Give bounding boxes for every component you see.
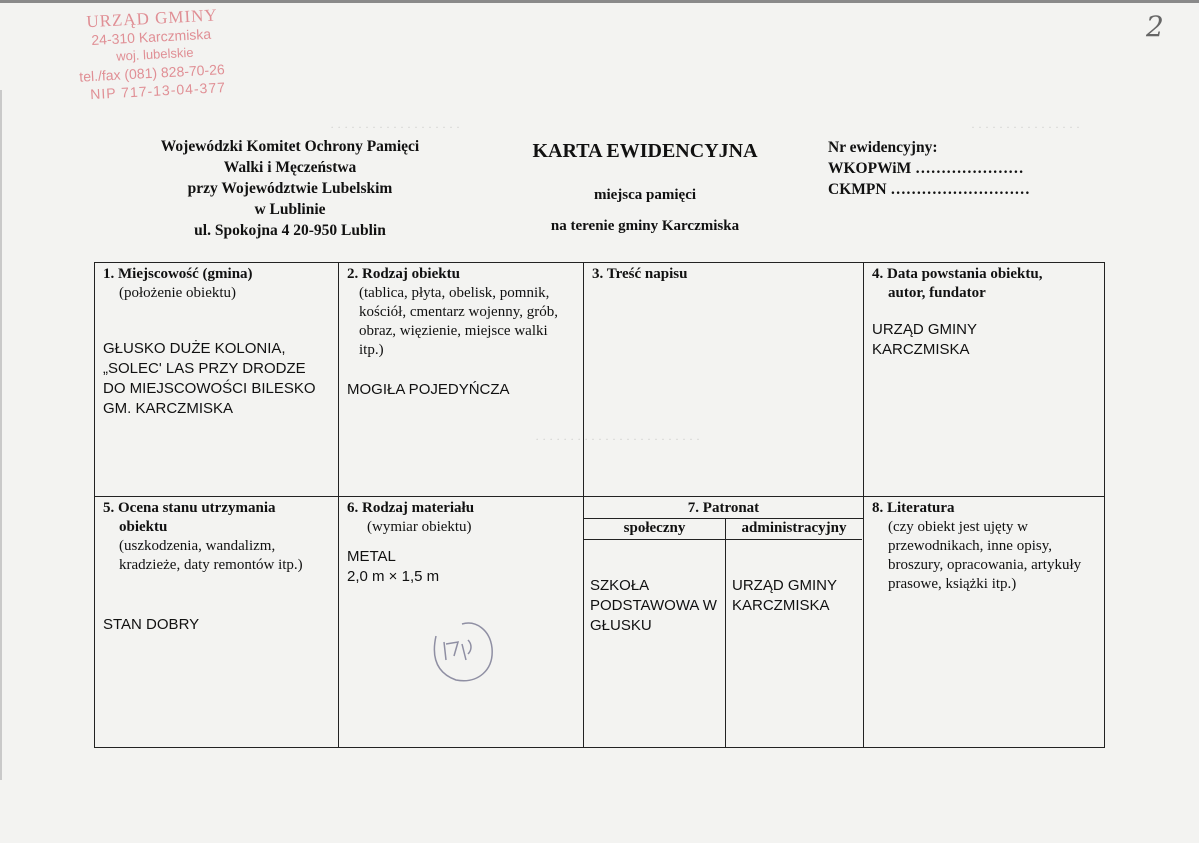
page-number: 2	[1146, 10, 1164, 43]
field-material-heading: 6. Rodzaj materiału	[347, 500, 475, 516]
field-condition	[95, 497, 339, 747]
field-patronage-heading: 7. Patronat	[584, 497, 863, 519]
patronage-admin-value: URZĄD GMINY KARCZMISKA	[732, 577, 837, 614]
field-object-type	[339, 263, 584, 497]
patronage-admin-column	[726, 518, 862, 747]
registry-label: Nr ewidencyjny:	[828, 139, 938, 156]
stamp-nip: NIP 717-13-04-377	[89, 79, 227, 103]
subtitle-line-2: na terenie gminy Karczmiska	[550, 218, 740, 234]
patronage-social-label: społeczny	[584, 518, 725, 540]
field-origin-heading: 4. Data powstania obiektu,	[872, 266, 1043, 282]
org-line-2: Walki i Męczeństwa	[223, 159, 357, 176]
patronage-social-value: SZKOŁA PODSTAWOWA W GŁUSKU	[590, 577, 717, 634]
field-material-value: METAL	[347, 548, 396, 565]
field-patronage	[584, 497, 864, 747]
org-line-3: przy Województwie Lubelskim	[187, 180, 393, 197]
scan-left-edge	[0, 90, 2, 780]
field-object-type-value: MOGIŁA POJEDYŃCZA	[347, 381, 510, 398]
field-location-value: GŁUSKO DUŻE KOLONIA, „SOLEC' LAS PRZY DRODZE DO MIEJSCOWOŚCI BILESKO GM. KARCZMISKA	[103, 340, 316, 417]
field-material-dimensions: 2,0 m × 1,5 m	[347, 568, 440, 585]
field-origin-heading-2: autor, fundator	[888, 285, 986, 301]
field-literature-heading: 8. Literatura	[872, 500, 955, 516]
subtitle-line-1: miejsca pamięci	[593, 187, 697, 203]
field-location	[95, 263, 339, 497]
patronage-social-column	[584, 518, 726, 747]
record-form	[94, 262, 1105, 748]
registry-numbers	[828, 137, 1030, 200]
stamp-title: URZĄD GMINY	[85, 5, 219, 32]
org-line-5: ul. Spokojna 4 20-950 Lublin	[194, 222, 386, 239]
handwritten-initials	[428, 614, 498, 684]
field-condition-value: STAN DOBRY	[103, 616, 200, 633]
bleed-through-text: · · · · · · · · · · · · · · · ·	[971, 120, 1080, 134]
stamp-phone: tel./fax (081) 828-70-26	[78, 61, 226, 85]
field-condition-heading-2: obiektu	[119, 519, 168, 535]
office-stamp	[72, 4, 276, 104]
org-line-1: Wojewódzki Komitet Ochrony Pamięci	[160, 138, 420, 155]
registry-ckmpn: CKMPN ………………………	[828, 181, 1030, 198]
scan-top-edge	[0, 0, 1199, 3]
field-literature-hint: (czy obiekt jest ujęty w przewodnikach, inne opisy, broszury, opracowania, artykuły prasowe, książki itp.)	[888, 519, 1082, 592]
field-origin	[864, 263, 1104, 497]
stamp-region: woj. lubelskie	[115, 44, 194, 64]
field-location-hint: (położenie obiektu)	[119, 285, 237, 301]
document-title: KARTA EWIDENCYJNA	[532, 140, 758, 162]
bleed-through-text: · · · · · · · · · · · · · · · · · · · · · · · ·	[535, 432, 700, 446]
field-inscription	[584, 263, 864, 497]
org-line-4: w Lublinie	[254, 201, 326, 218]
issuing-organization	[100, 136, 480, 241]
field-condition-hint: (uszkodzenia, wandalizm, kradzieże, daty remontów itp.)	[119, 538, 303, 573]
field-location-heading: 1. Miejscowość (gmina)	[103, 266, 253, 282]
field-origin-value: URZĄD GMINY KARCZMISKA	[872, 321, 977, 358]
document-subtitle	[505, 180, 785, 242]
registry-wkopwim: WKOPWiM …………………	[828, 160, 1024, 177]
field-literature	[864, 497, 1104, 747]
field-object-type-heading: 2. Rodzaj obiektu	[347, 266, 460, 282]
bleed-through-text: · · · · · · · · · · · · · · · · · · ·	[330, 120, 460, 134]
field-object-type-hint: (tablica, płyta, obelisk, pomnik, kościół, cmentarz wojenny, grób, obraz, więzienie, miejsce walki itp.)	[359, 285, 558, 358]
field-condition-heading: 5. Ocena stanu utrzymania	[103, 500, 276, 516]
field-material-hint: (wymiar obiektu)	[367, 519, 472, 535]
field-inscription-heading: 3. Treść napisu	[592, 266, 688, 282]
stamp-address: 24-310 Karczmiska	[90, 25, 212, 49]
patronage-admin-label: administracyjny	[726, 518, 862, 540]
